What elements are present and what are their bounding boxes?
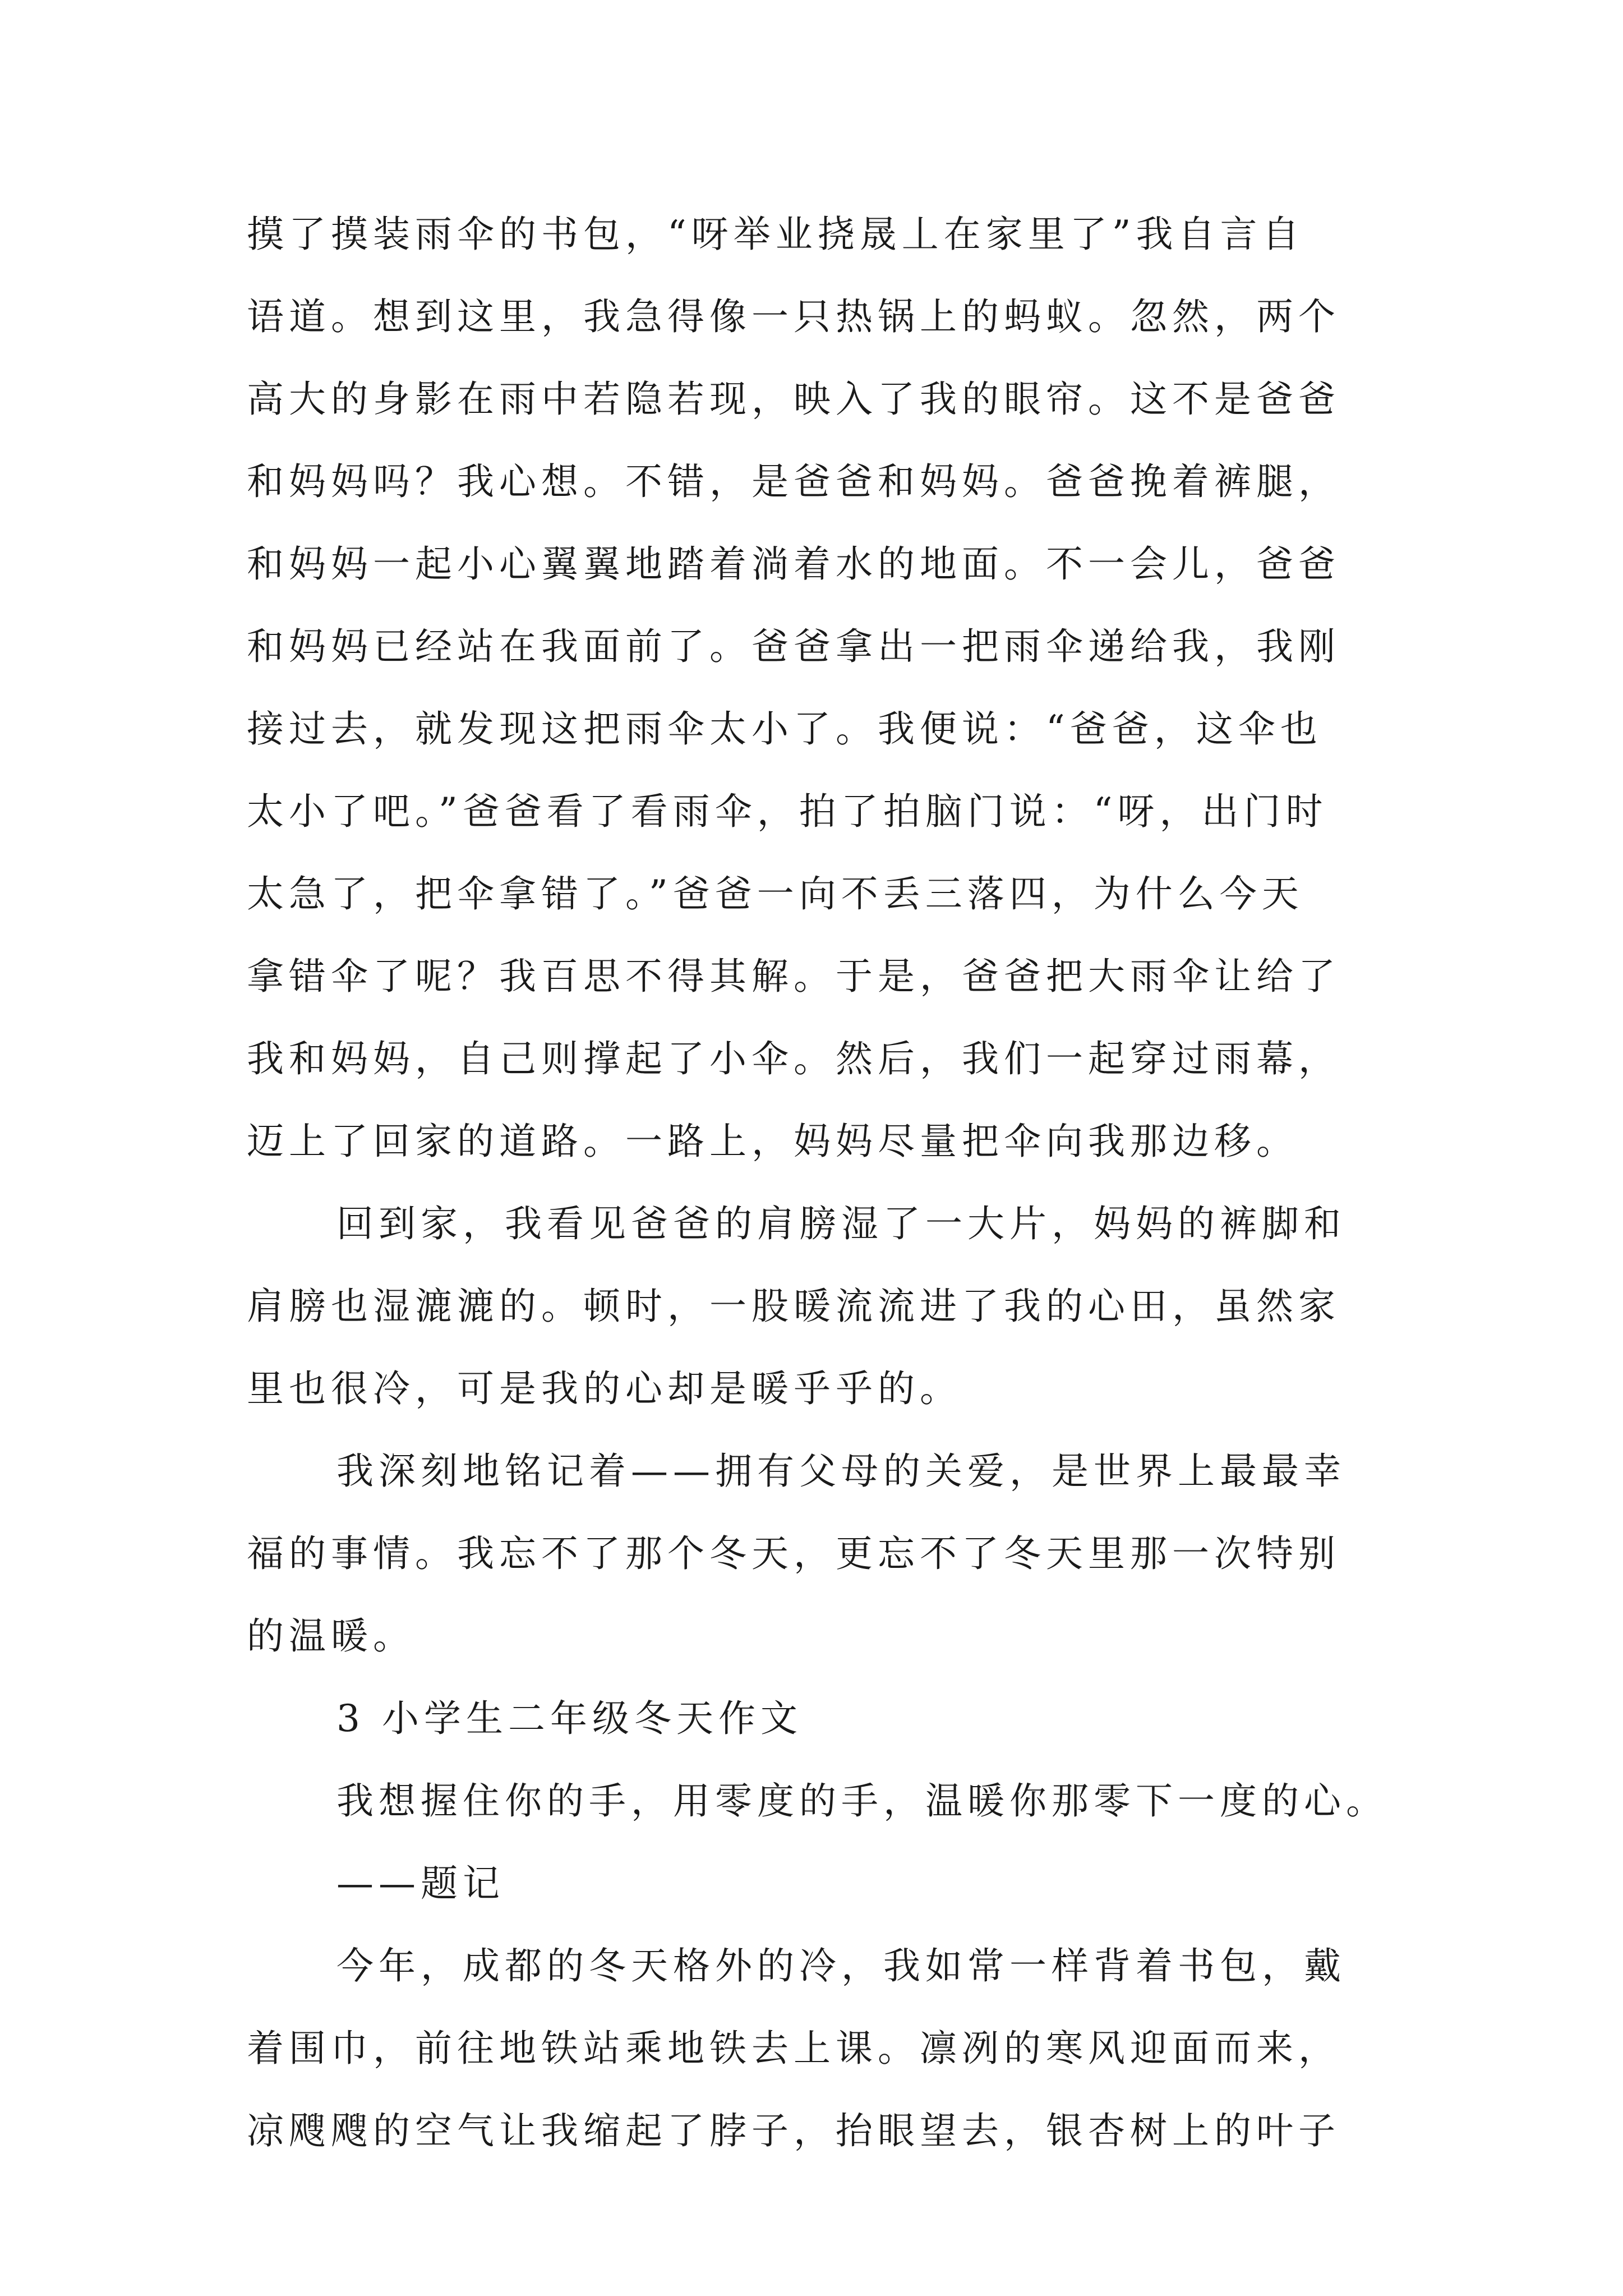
text-line: 的温暖。 (247, 1614, 415, 1658)
epigraph: 我想握住你的手，用零度的手，温暖你那零下一度的心。 (336, 1779, 1388, 1823)
text-line: 和妈妈一起小心翼翼地踏着淌着水的地面。不一会儿，爸爸 (247, 542, 1340, 586)
epigraph-attribution: ——题记 (336, 1862, 505, 1905)
text-line: 语道。想到这里，我急得像一只热锅上的蚂蚁。忽然，两个 (247, 295, 1340, 338)
text-line: 太急了，把伞拿错了。”爸爸一向不丢三落四，为什么今天 (247, 872, 1304, 915)
text-line: 和妈妈吗？我心想。不错，是爸爸和妈妈。爸爸挽着裤腿， (247, 460, 1340, 503)
text-line: 和妈妈已经站在我面前了。爸爸拿出一把雨伞递给我，我刚 (247, 625, 1340, 668)
text-line: 我和妈妈，自己则撑起了小伞。然后，我们一起穿过雨幕， (247, 1037, 1340, 1080)
text-line: 拿错伞了呢？我百思不得其解。于是，爸爸把大雨伞让给了 (247, 955, 1340, 998)
section-heading: 3 小学生二年级冬天作文 (336, 1697, 803, 1740)
paragraph-start-line: 我深刻地铭记着——拥有父母的关爱，是世界上最最幸 (336, 1450, 1346, 1493)
text-line: 里也很冷，可是我的心却是暖乎乎的。 (247, 1367, 962, 1410)
paragraph-start-line: 今年，成都的冬天格外的冷，我如常一样背着书包，戴 (336, 1944, 1346, 1987)
text-line: 太小了吧。”爸爸看了看雨伞，拍了拍脑门说：“呀，出门时 (247, 790, 1328, 833)
text-line: 高大的身影在雨中若隐若现，映入了我的眼帘。这不是爸爸 (247, 378, 1340, 421)
text-line: 接过去，就发现这把雨伞太小了。我便说：“爸爸，这伞也 (247, 707, 1322, 751)
text-line: 肩膀也湿漉漉的。顿时，一股暖流流进了我的心田，虽然家 (247, 1285, 1340, 1328)
text-line: 着围巾，前往地铁站乘地铁去上课。凛冽的寒风迎面而来， (247, 2027, 1340, 2070)
paragraph-start-line: 回到家，我看见爸爸的肩膀湿了一大片，妈妈的裤脚和 (336, 1202, 1346, 1245)
text-line: 摸了摸装雨伞的书包，“呀举业挠晟丄在家里了”我自言自 (247, 213, 1304, 256)
text-line: 迈上了回家的道路。一路上，妈妈尽量把伞向我那边移。 (247, 1120, 1298, 1163)
text-line: 凉飕飕的空气让我缩起了脖子，抬眼望去，银杏树上的叶子 (247, 2109, 1340, 2152)
text-line: 福的事情。我忘不了那个冬天，更忘不了冬天里那一次特别 (247, 1532, 1340, 1575)
